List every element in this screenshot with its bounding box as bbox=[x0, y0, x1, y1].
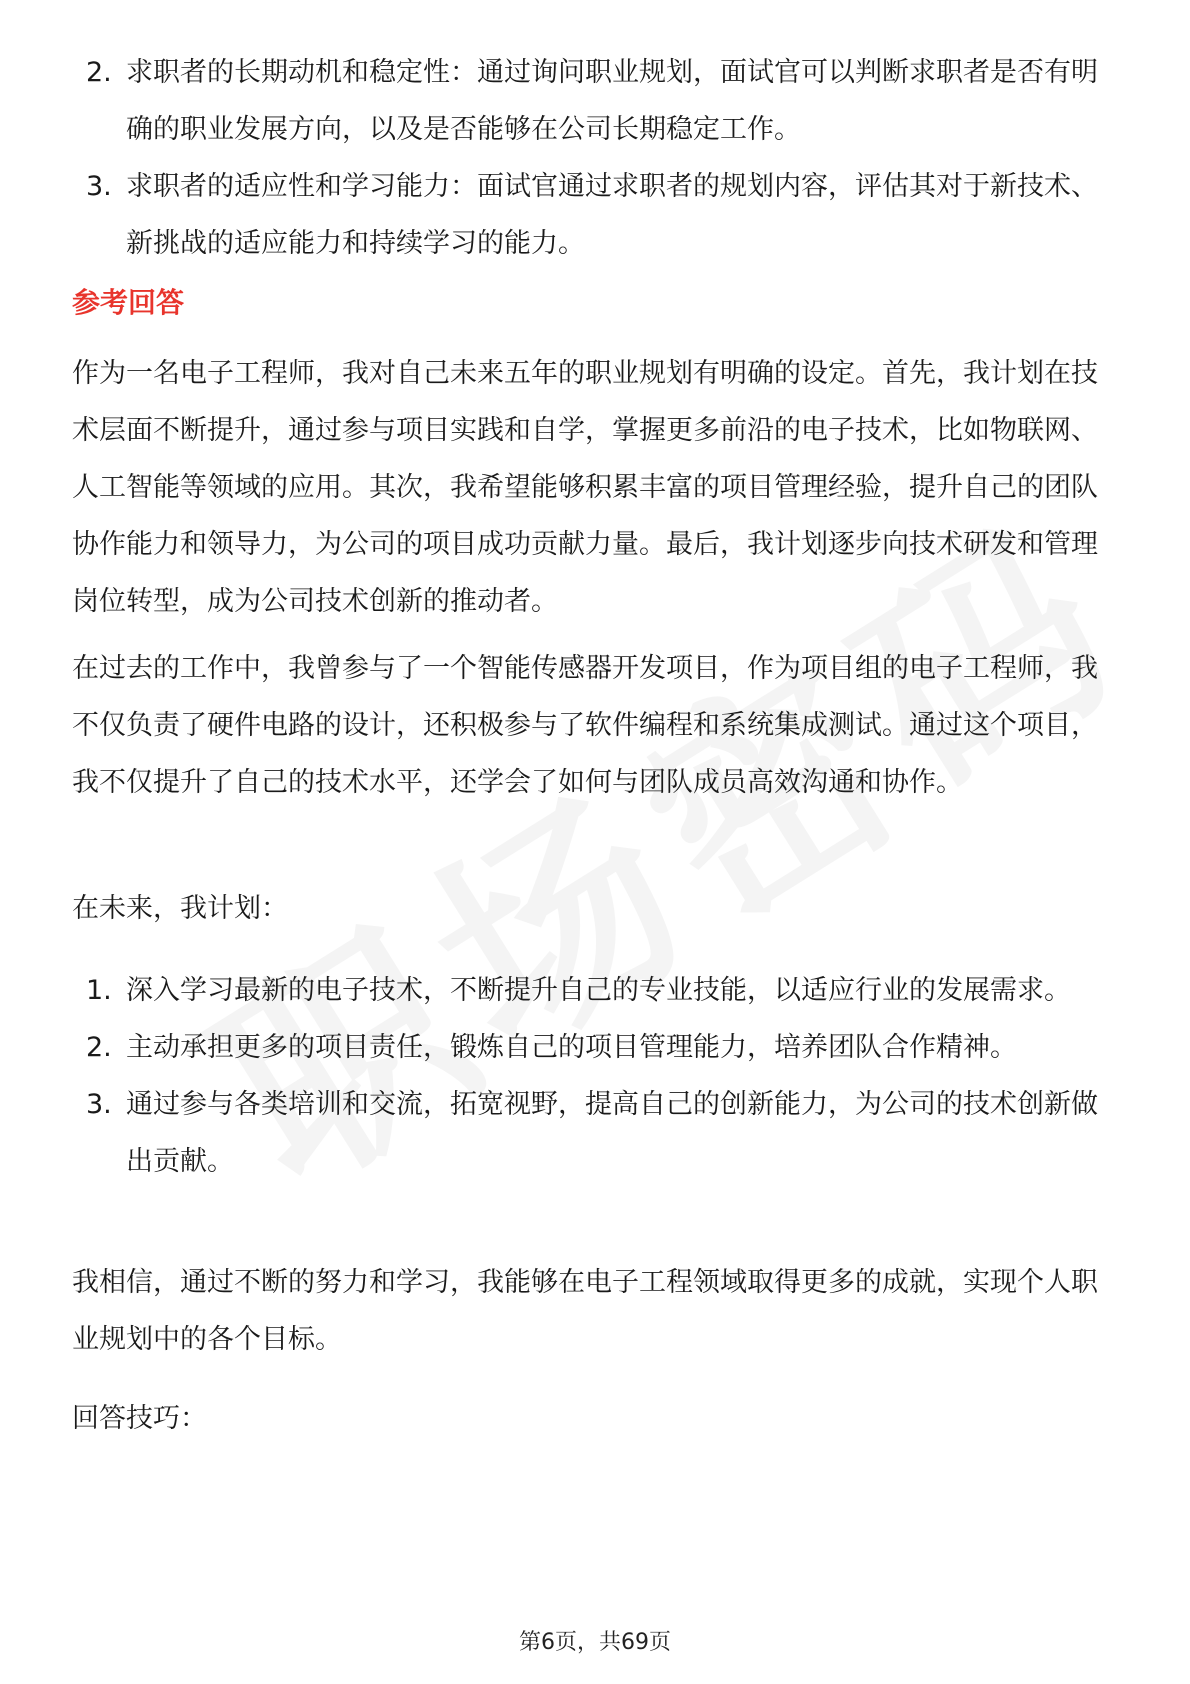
page-footer: 第6页，共69页 bbox=[519, 1630, 671, 1655]
list-item bbox=[72, 158, 1118, 272]
list-item-text: 主动承担更多的项目责任，锻炼自己的项目管理能力，培养团队合作精神。 bbox=[126, 1032, 1017, 1063]
paragraph-experience: 在过去的工作中，我曾参与了一个智能传感器开发项目，作为项目组的电子工程师，我不仅负责了硬件电路的设计，还积极参与了软件编程和系统集成测试。通过这个项目，我不仅提升了自己的技术水平，还学会了如何与团队成员高效沟通和协作。 bbox=[72, 653, 1098, 798]
section-heading: 参考回答 bbox=[72, 286, 185, 319]
top-numbered-list bbox=[72, 44, 1118, 272]
list-number: 3. bbox=[86, 171, 112, 202]
list-item bbox=[72, 1019, 1118, 1076]
list-item-text: 求职者的适应性和学习能力：面试官通过求职者的规划内容，评估其对于新技术、新挑战的适应能力和持续学习的能力。 bbox=[126, 171, 1098, 259]
list-number: 2. bbox=[86, 57, 112, 88]
list-item-text: 通过参与各类培训和交流，拓宽视野，提高自己的创新能力，为公司的技术创新做出贡献。 bbox=[126, 1089, 1098, 1177]
list-item-text: 深入学习最新的电子技术，不断提升自己的专业技能，以适应行业的发展需求。 bbox=[126, 975, 1071, 1006]
plan-numbered-list bbox=[72, 962, 1118, 1190]
list-number: 1. bbox=[86, 975, 112, 1006]
list-item-text: 求职者的长期动机和稳定性：通过询问职业规划，面试官可以判断求职者是否有明确的职业发展方向，以及是否能够在公司长期稳定工作。 bbox=[126, 57, 1098, 145]
paragraph-conclusion: 我相信，通过不断的努力和学习，我能够在电子工程领域取得更多的成就，实现个人职业规划中的各个目标。 bbox=[72, 1267, 1098, 1355]
list-number: 2. bbox=[86, 1032, 112, 1063]
list-item bbox=[72, 962, 1118, 1019]
list-number: 3. bbox=[86, 1089, 112, 1120]
list-item bbox=[72, 44, 1118, 158]
paragraph-intro: 作为一名电子工程师，我对自己未来五年的职业规划有明确的设定。首先，我计划在技术层面不断提升，通过参与项目实践和自学，掌握更多前沿的电子技术，比如物联网、人工智能等领域的应用。其次，我希望能够积累丰富的项目管理经验，提升自己的团队协作能力和领导力，为公司的项目成功贡献力量。最后，我计划逐步向技术研发和管理岗位转型，成为公司技术创新的推动者。 bbox=[72, 358, 1098, 617]
list-item bbox=[72, 1076, 1118, 1190]
paragraph-tips-heading: 回答技巧： bbox=[72, 1403, 207, 1434]
paragraph-plan-intro: 在未来，我计划： bbox=[72, 893, 288, 924]
